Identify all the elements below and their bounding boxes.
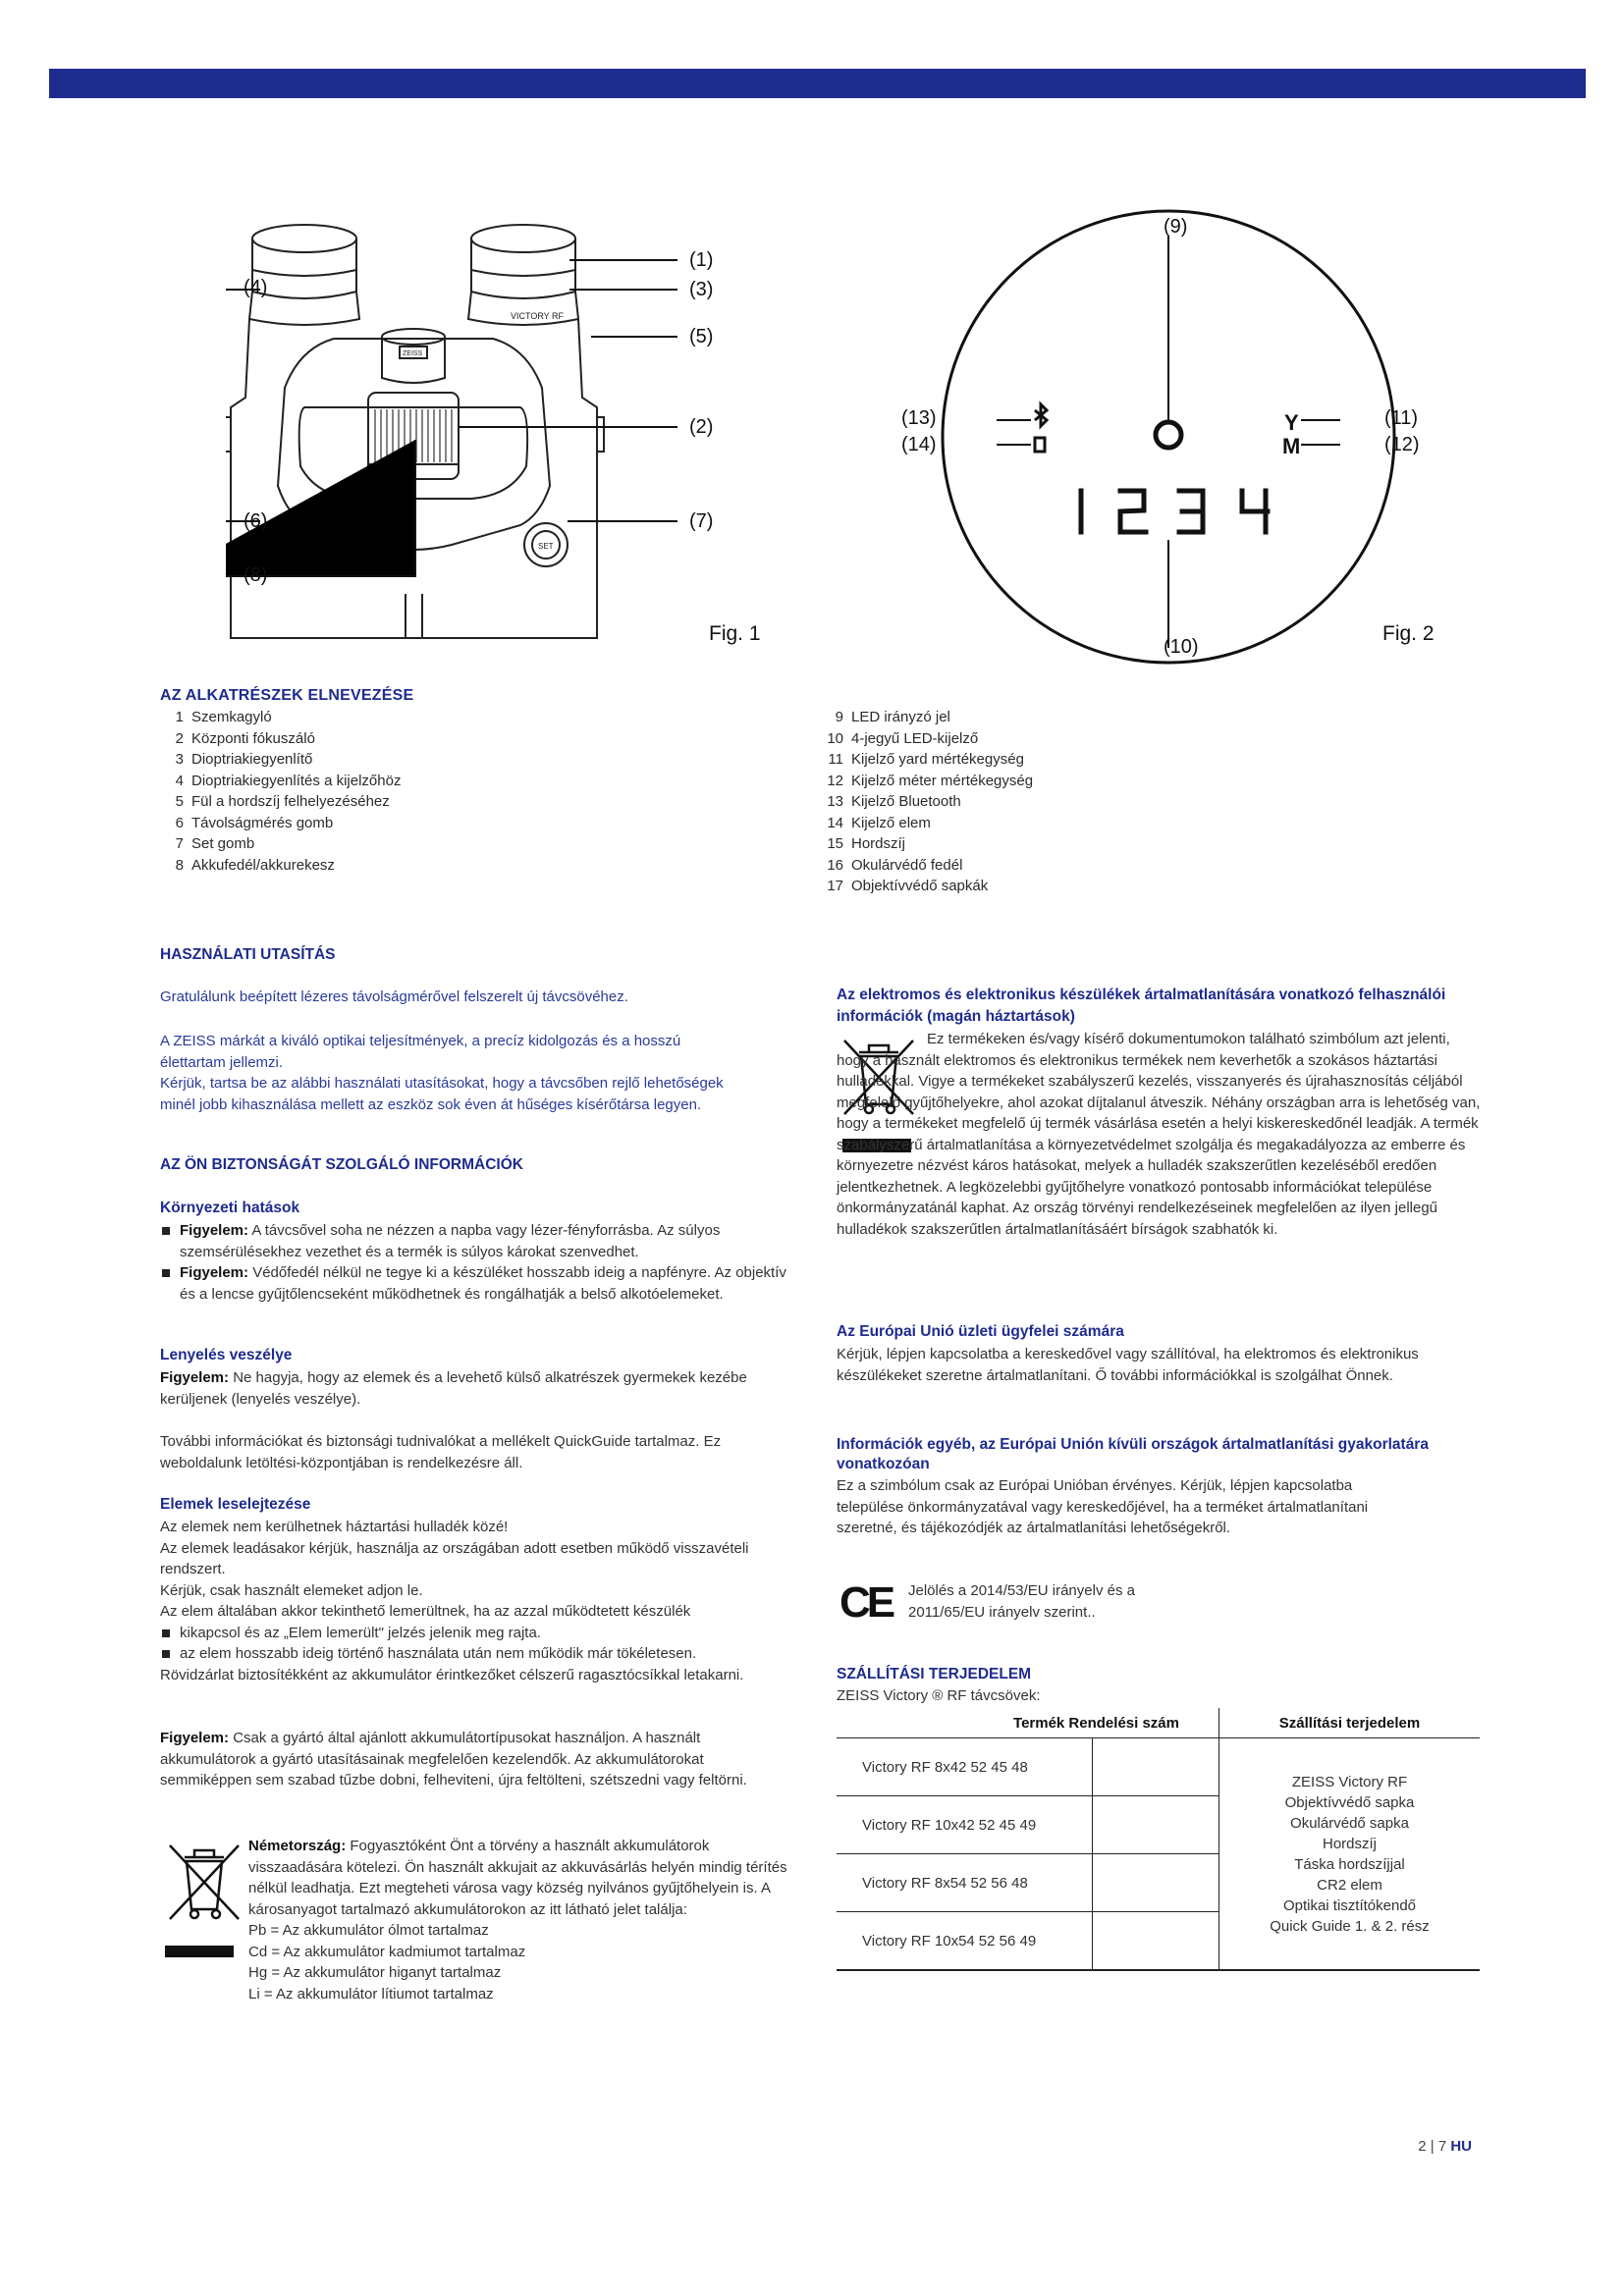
part-item: 10 4-jegyű LED-kijelző — [827, 729, 979, 747]
binoculars-illustration — [226, 221, 677, 643]
part-item: 9 LED irányzó jel — [835, 709, 950, 725]
part-item: 8 Akkufedél/akkurekesz — [175, 856, 335, 874]
callout-7: (7) — [689, 510, 714, 532]
zeiss-logo: ZEISS — [403, 350, 423, 357]
scope-subtitle: ZEISS Victory ® RF távcsövek: — [837, 1687, 1041, 1704]
callout-5: (5) — [689, 326, 714, 347]
ce-text: Jelölés a 2014/53/EU irányelv és a 2011/65/EU irányelv szerint.. — [908, 1582, 1135, 1621]
part-item: 7 Set gomb — [175, 835, 255, 852]
usage-instructions-text: Kérjük, tartsa be az alábbi használati utasításokat, hogy a távcsőben rejlő lehetőségek minél jobb kihasználása mellett az eszköz sok éven át hűséges kísérőtársa legyen. — [160, 1075, 724, 1113]
env-bullets — [160, 1220, 803, 1305]
part-item: 5 Fül a hordszíj felhelyezéséhez — [175, 793, 390, 810]
usage-title: HASZNÁLATI UTASÍTÁS — [160, 946, 336, 963]
part-item: 3 Dioptriakiegyenlítő — [175, 751, 313, 768]
part-item: 1 Szemkagyló — [175, 709, 272, 725]
more-info-text: További információkat és biztonsági tudnivalókat a mellékelt QuickGuide tartalmaz. Ez weboldalunk letöltési-központjában is rendelkezésre áll. — [160, 1433, 722, 1471]
scope-contents: ZEISS Victory RF Objektívvédő sapka Okulárvédő sapka Hordszíj Táska hordszíjjal CR2 elem Optikai tisztítókendő Quick Guide 1. & 2. rész — [1219, 1738, 1481, 1971]
callout-3: (3) — [689, 279, 714, 300]
noneu-title: Információk egyéb, az Európai Unión kívüli országok ártalmatlanítási gyakorlatára vonatkozóan — [837, 1436, 1429, 1472]
env-bullet: Figyelem: A távcsővel soha ne nézzen a napba vagy lézer-fényforrásba. Az súlyos szemsérülésekhez vezethet és a termék is súlyos károkat szenvedhet. — [160, 1220, 803, 1262]
env-title: Környezeti hatások — [160, 1200, 300, 1216]
display-illustration — [903, 196, 1434, 667]
part-item: 14 Kijelző elem — [827, 814, 931, 831]
eu-title: Az Európai Unió üzleti ügyfelei számára — [837, 1323, 1124, 1340]
parts-title: AZ ALKATRÉSZEK ELNEVEZÉSE — [160, 687, 414, 704]
swallow-text: Figyelem: Ne hagyja, hogy az elemek és a levehető külső alkatrészek gyermekek kezébe kerüljenek (lenyelés veszélye). — [160, 1369, 747, 1408]
parts-list-right — [820, 707, 1033, 897]
accu-warning: Figyelem: Csak a gyártó által ajánlott akkumulátortípusokat használjon. A használt akkumulátorok a gyártó utasításainak megfelelően kezelendők. Az akkumulátorokat semmiképpen sem szabad tűzbe dobni, felheviteni, újra feltölteni, szétszedni vagy feltörni. — [160, 1730, 747, 1789]
swallow-title: Lenyelés veszélye — [160, 1347, 293, 1363]
part-item: 6 Távolságmérés gomb — [175, 814, 334, 831]
fig2-label: Fig. 2 — [1382, 622, 1435, 645]
part-item: 15 Hordszíj — [827, 835, 906, 852]
part-item: 17 Objektívvédő sapkák — [827, 878, 989, 894]
env-bullet: Figyelem: Védőfedél nélkül ne tegye ki a készüléket hosszabb ideig a napfényre. Az objektív és a lencse gyűjtőlencseként működhetnek és rongálhatják a belső alkotóelemeket. — [160, 1262, 803, 1305]
part-item: 11 Kijelző yard mértékegység — [828, 751, 1024, 768]
scope-title: SZÁLLÍTÁSI TERJEDELEM — [837, 1666, 1032, 1682]
ce-mark: CE — [839, 1578, 893, 1627]
bluetooth-icon — [1035, 404, 1047, 426]
callout-2: (2) — [689, 416, 714, 438]
table-row: Victory RF 10x42 52 45 49 — [837, 1796, 1480, 1854]
battery-text: Az elemek nem kerülhetnek háztartási hulladék közé! Az elemek leadásakor kérjük, használja az országában adott esetben működő visszavételi rendszert. Kérjük, csak használt elemeket adjon le. Az elem általában akkor tekinthető lemerültnek, ha az azzal működtetett készülék kikapcsol és az „Elem lemerült" jelzés jelenik meg rajta. az elem hosszabb ideig történő használata után nem működik már tökéletesen. Rövidzárlat biztosítékként az akkumulátor érintkezőket célszerű ragasztócsíkkal letakarni. — [160, 1519, 749, 1683]
callout-14: (14) — [901, 434, 937, 455]
unit-meter: M — [1282, 434, 1301, 458]
set-button-label: SET — [538, 542, 554, 551]
callout-9: (9) — [1164, 216, 1188, 238]
table-row: Victory RF 8x54 52 56 48 — [837, 1854, 1480, 1912]
led-digits — [1081, 491, 1268, 532]
scope-table — [837, 1708, 1480, 1971]
weee-title: Az elektromos és elektronikus készülékek ártalmatlanítására vonatkozó felhasználói információk (magán háztartások) — [837, 987, 1446, 1025]
callout-11: (11) — [1384, 407, 1419, 429]
usage-intro: Gratulálunk beépített lézeres távolságmérővel felszerelt új távcsövéhez. — [160, 988, 628, 1005]
callout-8: (8) — [244, 564, 268, 586]
table-row: Victory RF 10x54 52 56 49 — [837, 1912, 1480, 1971]
part-item: 16 Okulárvédő fedél — [827, 856, 963, 874]
brand-label: VICTORY RF — [511, 311, 565, 321]
part-item: 4 Dioptriakiegyenlítés a kijelzőhöz — [175, 772, 402, 789]
usage-brand-text: A ZEISS márkát a kiváló optikai teljesítmények, a precíz kidolgozás és a hosszú élettartam jellemzi. — [160, 1033, 681, 1071]
col-header-scope: Szállítási terjedelem — [1219, 1708, 1481, 1738]
battery-title: Elemek leselejtezése — [160, 1496, 311, 1513]
germany-text: Németország: Fogyasztóként Önt a törvény a használt akkumulátorok visszaadására kötelezi. Ön használt akkujait az akkuvásárlás helyén mindig térítés nélkül leadhatja. Ezt megteheti városa vagy község nyilvános gyűjtőhelyein is. A károsanyagot tartalmazó akkumulátorokon az itt látható jelet találja: Pb = Az akkumulátor ólmot tartalmaz Cd = Az akkumulátor kadmiumot tartalmaz Hg = Az akkumulátor higanyt tartalmaz Li = Az akkumulátor lítiumot tartalmaz — [248, 1838, 787, 2002]
header-bar — [49, 69, 1586, 98]
callout-10: (10) — [1164, 636, 1199, 658]
part-item: 2 Központi fókuszáló — [175, 729, 315, 747]
eu-text: Kérjük, lépjen kapcsolatba a kereskedővel vagy szállítóval, ha elektromos és elektronikus készülékeket szeretne ártalmatlanítani. Ő további információkkal is szolgálhat Önnek. — [837, 1346, 1419, 1384]
callout-12: (12) — [1384, 434, 1420, 455]
noneu-text: Ez a szimbólum csak az Európai Unióban érvényes. Kérjük, lépjen kapcsolatba települése önkormányzatával vagy kereskedőjével, ha a terméket ártalmatlanítani szeretné, és tájékozódjék az ártalmatlanítási lehetőségekről. — [837, 1477, 1369, 1536]
weee-text: Ez termékeken és/vagy kísérő dokumentumokon található szimbólum azt jelenti, hogy a használt elektromos és elektronikus termékek nem keverhetők a szokásos háztartási hulladékkal. Vigye a termékeket szabályszerű kezelés, visszanyerés és újrahasznosítás céljából megfelelő gyűjtőhelyekre, ahol azokat díjtalanul átveszik. Néhány országban arra is lehetőség van, hogy a termékeket megfelelő új termék vásárlása esetén a helyi kiskereskedőnél leadják. A termék szabályszerű ártalmatlanítása a környezetvédelmet szolgálja és megakadályozza az emberre és környezetre nézvést káros hatásokat, melyek a hulladék szakszerűtlen kezeléséből eredően jelentkezhetnek. A legközelebbi gyűjtőhelyre vonatkozó pontosabb információkat települése önkormányzatánál kaphat. Az ország törvényi rendelkezéseinek megfelelően az ilyen jellegű hulladékok szakszerűtlen ártalmatlanításáért bírságok szabhatók ki. — [837, 1031, 1481, 1238]
callout-4: (4) — [244, 277, 268, 298]
callout-6: (6) — [244, 510, 268, 532]
page-footer: 2 | 7 HU — [1418, 2138, 1472, 2155]
part-item: 13 Kijelző Bluetooth — [827, 793, 961, 810]
callout-1: (1) — [689, 249, 714, 271]
part-item: 12 Kijelző méter mértékegység — [827, 772, 1034, 789]
bin-bar — [165, 1946, 234, 1957]
callout-13: (13) — [901, 407, 937, 429]
crossed-bin-icon — [165, 1836, 244, 1929]
table-row: Victory RF 8x42 52 45 48 ZEISS Victory RF Objektívvédő sapka Okulárvédő sapka Hordszíj Táska hordszíjjal CR2 elem Optikai tisztítókendő Quick Guide 1. & 2. rész — [837, 1738, 1480, 1796]
unit-yard: Y — [1284, 410, 1299, 435]
parts-list-left — [160, 707, 401, 876]
safety-title: AZ ÖN BIZTONSÁGÁT SZOLGÁLÓ INFORMÁCIÓK — [160, 1156, 523, 1173]
battery-icon — [1035, 438, 1045, 452]
fig1-label: Fig. 1 — [709, 622, 761, 645]
col-header-product: Termék Rendelési szám — [1013, 1714, 1179, 1732]
